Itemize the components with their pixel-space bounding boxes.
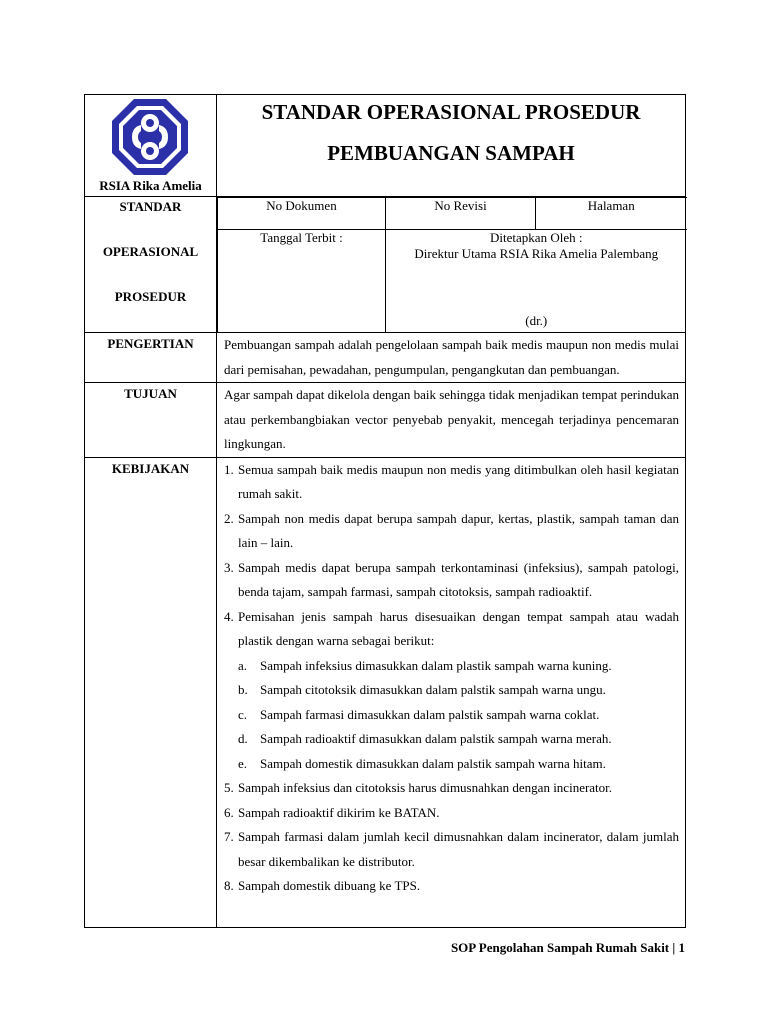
ditetapkan-label: Ditetapkan Oleh : [490,230,583,245]
list-text: Sampah infeksius dan citotoksis harus dimusnahkan dengan incinerator. [238,780,613,795]
list-number: 8. [224,878,234,893]
sublist-letter: e. [238,755,248,771]
doc-info-table [217,197,687,332]
list-number: 6. [224,804,234,820]
standard-label-2: OPERASIONAL [102,244,199,259]
sublist-item [238,727,693,752]
sublist-letter: d. [238,731,248,746]
standard-label-cell [85,197,217,333]
sublist-text: Sampah farmasi dimasukkan dalam palstik sampah warna coklat. [260,706,600,722]
sublist-text: Sampah citotoksik dimasukkan dalam palstik sampah warna ungu. [260,682,606,697]
list-item [224,556,679,605]
list-text: Semua sampah baik medis maupun non medis yang ditimbulkan oleh hasil kegiatan rumah sakit. [238,461,679,501]
tujuan-row [85,383,686,458]
sublist-letter: c. [238,706,248,722]
tanggal-terbit-label: Tanggal Terbit : [218,230,386,333]
sublist-item [238,752,693,777]
sublist-item [238,654,693,679]
list-item [224,825,679,874]
kebijakan-cell [217,457,686,927]
list-item [224,776,679,801]
list-item [224,801,679,826]
list-number: 4. [224,608,234,624]
list-number: 5. [224,780,234,795]
sublist-item [238,703,693,728]
signature: (dr.) [525,313,548,328]
logo-cell [85,95,217,197]
list-text: Sampah medis dapat berupa sampah terkontaminasi (infeksius), sampah patologi, benda tajam, sampah farmasi, sampah citotoksis, sampah radioaktif. [238,559,679,599]
no-revisi-label: No Revisi [386,198,536,230]
info-row [85,197,686,333]
list-number: 1. [224,461,234,477]
no-dokumen-label: No Dokumen [218,198,386,230]
list-text: Sampah radioaktif dikirim ke BATAN. [238,804,440,820]
list-number: 2. [224,510,234,526]
tujuan-label: TUJUAN [85,383,217,458]
pengertian-label: PENGERTIAN [85,333,217,383]
sublist-text: Sampah domestik dimasukkan dalam palstik sampah warna hitam. [260,755,606,771]
list-item [224,874,679,899]
document-title: STANDAR OPERASIONAL PROSEDUR [261,100,641,124]
org-name: RSIA Rika Amelia [99,178,202,193]
hospital-logo-icon [110,97,190,177]
ditetapkan-by: Direktur Utama RSIA Rika Amelia Palembang [414,246,659,261]
list-item [224,458,679,507]
sublist-text: Sampah radioaktif dimasukkan dalam palstik sampah warna merah. [260,731,612,746]
list-text: Sampah domestik dibuang ke TPS. [238,878,421,893]
halaman-label: Halaman [536,198,687,230]
list-text: Sampah farmasi dalam jumlah kecil dimusnahkan dalam incinerator, dalam jumlah besar dikembalikan ke distributor. [238,829,679,869]
pengertian-text: Pembuangan sampah adalah pengelolaan sampah baik medis maupun non medis mulai dari pemisahan, pewadahan, pengumpulan, pengangkutan dan pembuangan. [224,337,679,377]
kebijakan-label: KEBIJAKAN [85,457,217,927]
document-subtitle: PEMBUANGAN SAMPAH [327,141,575,165]
sop-table [84,94,686,928]
kebijakan-row [85,457,686,927]
doc-info-cell [217,197,686,333]
header-row [85,95,686,197]
list-number: 7. [224,829,234,844]
list-text: Pemisahan jenis sampah harus disesuaikan dengan tempat sampah atau wadah plastik dengan warna sebagai berikut: [238,608,679,648]
standard-label-1: STANDAR [119,199,182,214]
sublist-letter: a. [238,657,248,673]
sublist-text: Sampah infeksius dimasukkan dalam plastik sampah warna kuning. [260,657,612,673]
tujuan-cell [217,383,686,458]
color-sublist [224,654,693,777]
pengertian-cell [217,333,686,383]
title-cell [217,95,686,197]
sublist-letter: b. [238,682,248,697]
sublist-item [238,678,693,703]
kebijakan-list [217,458,685,899]
ditetapkan-cell [386,230,687,333]
tujuan-text: Agar sampah dapat dikelola dengan baik sehingga tidak menjadikan tempat perindukan atau perkembangbiakan vector penyebab penyakit, mencegah terjadinya pencemaran lingkungan. [224,387,679,451]
list-item [224,507,679,556]
standard-label-3: PROSEDUR [114,289,187,304]
list-text: Sampah non medis dapat berupa sampah dapur, kertas, plastik, sampah taman dan lain – lain. [238,510,679,550]
pengertian-row [85,333,686,383]
list-number: 3. [224,559,234,575]
sop-document [84,94,685,928]
list-item [224,605,679,777]
page-footer: SOP Pengolahan Sampah Rumah Sakit | 1 [450,940,685,955]
